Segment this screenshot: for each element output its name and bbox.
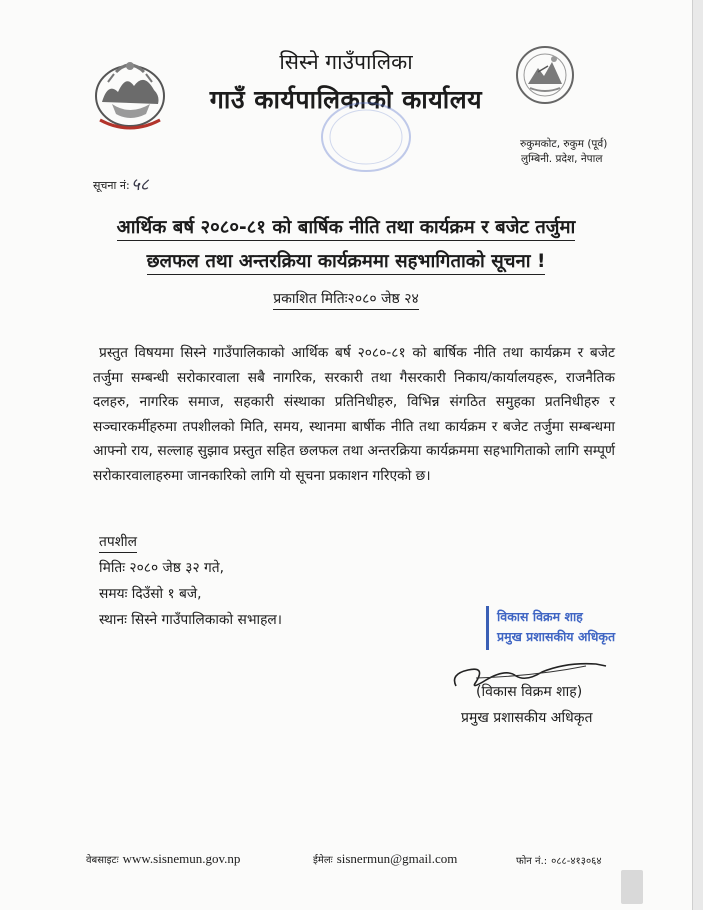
notice-body: प्रस्तुत विषयमा सिस्ने गाउँपालिकाको आर्थिक बर्ष २०८०-८१ को बार्षिक नीति तथा कार्यक्रम र बजेट तर्जुमा सम्बन्धी सरोकारवाला सबै नागरिक, सरकारी तथा गैसरकारी निकाय/कार्यालयहरू, राजनैतिक दलहरु, नागरिक समाज, सहकारी संस्थाका प्रतिनिधीहरु, विभिन्न संगठित समुहका प्रतनिधीहरु र सञ्चारकर्मीहरुमा तपशीलको मिति, समय, स्थानमा बार्षीक नीति तथा कार्यक्रम र बजेट तर्जुमा सम्बन्धमा आफ्नो राय, सल्लाह सुझाव प्रस्तुत सहित छलफल तथा अन्तरक्रिया कार्यक्रममा सहभागिताको लागि सम्पूर्ण सरोकारवालाहरुमा जानकारिको लागि यो सूचना प्रकाशन गरिएको छ। (93, 345, 615, 484)
details-date: मितिः २०८० जेष्ठ ३२ गते, (99, 560, 225, 576)
notice-title-line-1-text: आर्थिक बर्ष २०८०-८१ को बार्षिक नीति तथा कार्यक्रम र बजेट तर्जुमा (117, 217, 576, 241)
email-value: sisnermun@gmail.com (336, 851, 458, 866)
details-venue: स्थानः सिस्ने गाउँपालिकाको सभाहल। (99, 612, 282, 628)
footer-email (313, 851, 457, 867)
published-date (0, 289, 692, 308)
address-line-2: लुम्बिनी. प्रदेश, नेपाल (521, 153, 603, 165)
details-heading-text: तपशील (99, 534, 137, 553)
published-date-text: प्रकाशित मितिः२०८० जेष्ठ २४ (273, 291, 419, 310)
notice-number-value: ५८ (131, 175, 149, 195)
office-name: गाउँ कार्यपालिकाको कार्यालय (209, 85, 483, 114)
email-label: ईमेलः (313, 855, 333, 866)
stamp-line-1: विकास विक्रम शाह (497, 609, 583, 624)
officer-name-stamp (486, 606, 616, 650)
stamp-line-2: प्रमुख प्रशासकीय अधिकृत (497, 629, 616, 644)
signatory-title: प्रमुख प्रशासकीय अधिकृत (461, 710, 593, 726)
details-heading (99, 532, 137, 551)
details-time: समयः दिउँसो १ बजे, (99, 586, 202, 602)
address-line-1: रुकुमकोट, रुकुम (पूर्व) (520, 138, 608, 150)
notice-title-line-2-text: छलफल तथा अन्तरक्रिया कार्यक्रममा सहभागिताको सूचना ! (147, 251, 546, 275)
scan-mark (621, 870, 643, 904)
phone-label: फोन नं.: (516, 856, 548, 867)
notice-number-label: सूचना नं: (93, 179, 130, 192)
website-label: वेबसाइटः (86, 855, 119, 866)
footer-website (86, 851, 240, 867)
page-edge (692, 0, 703, 910)
office-seal-icon (318, 98, 414, 176)
signatory-name: (विकास विक्रम शाह) (476, 684, 583, 700)
municipality-logo-icon (514, 42, 576, 112)
footer-phone (516, 853, 602, 867)
gaupalika-name: सिस्ने गाउँपालिका (279, 50, 413, 74)
notice-title-line-2 (0, 248, 692, 273)
phone-value: ०८८-४१३०६४ (551, 856, 602, 867)
website-value: www.sisnemun.gov.np (122, 851, 241, 866)
notice-title-line-1 (0, 214, 692, 239)
